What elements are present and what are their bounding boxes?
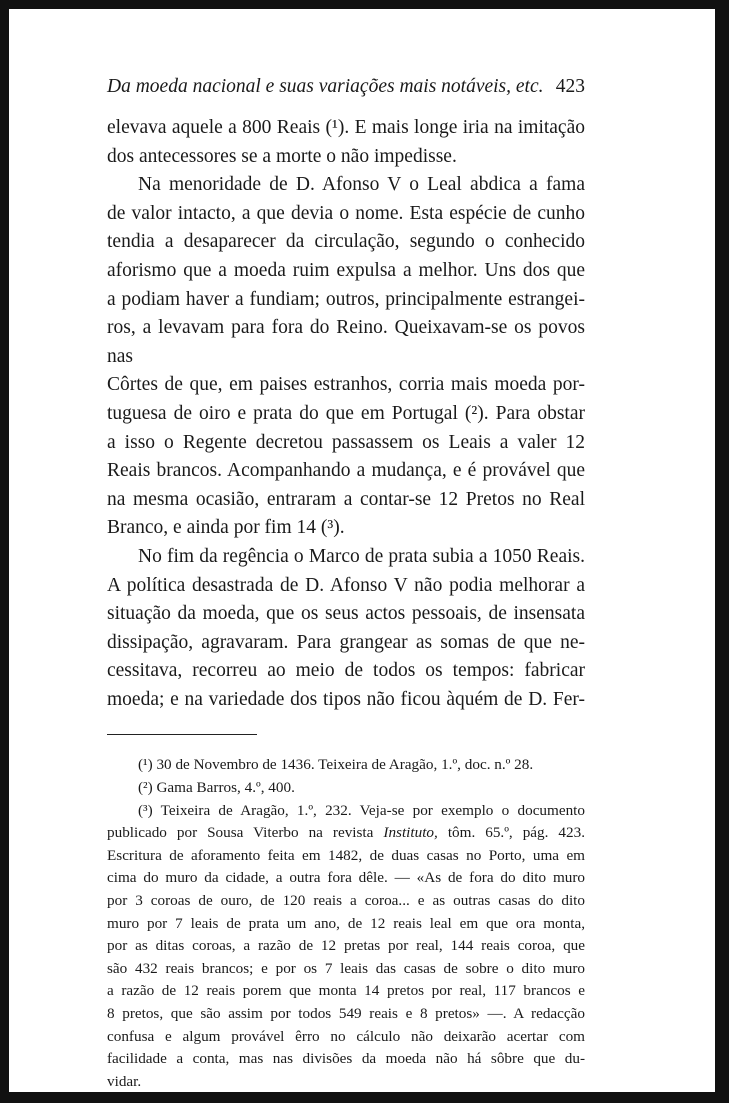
text-line: dissipação, agravaram. Para grangear as somas de que ne- bbox=[107, 631, 585, 653]
footnote-3-line: muro por 7 leais de prata um ano, de 12 reais leal em que ora monta, bbox=[107, 914, 585, 932]
footnote-3-line: por 3 coroas de ouro, de 120 reais a coroa... e as outras casas do dito bbox=[107, 892, 585, 910]
footnote-1: (¹) 30 de Novembro de 1436. Teixeira de Aragão, 1.º, doc. n.º 28. bbox=[138, 756, 534, 774]
footnote-3-line: confusa e algum provável êrro no cálculo não deixarão acertar com bbox=[107, 1027, 585, 1045]
footnote-3-line: 8 pretos, que são assim por todos 549 reais e 8 pretos» —. A redacção bbox=[107, 1005, 585, 1022]
footnote-2: (²) Gama Barros, 4.º, 400. bbox=[138, 779, 295, 797]
text-line: a podiam haver a fundiam; outros, principalmente estrangei- bbox=[107, 288, 585, 310]
footnote-3-line: Escritura de aforamento feita em 1482, de duas casas no Porto, uma em bbox=[107, 846, 585, 864]
footnote-3-line: cima do muro da cidade, a outra fora dêle. — «As de fora do dito muro bbox=[107, 869, 585, 887]
footnote-3-line: por as ditas coroas, a razão de 12 pretas por real, 144 reais coroa, que bbox=[107, 937, 585, 955]
text-line: situação da moeda, que os seus actos pessoais, de insensata bbox=[107, 603, 585, 625]
journal-title: Instituto, bbox=[383, 824, 438, 842]
text-line: Reais brancos. Acompanhando a mudança, e é provável que bbox=[107, 460, 585, 482]
running-title: Da moeda nacional e suas variações mais notáveis, etc. bbox=[107, 76, 544, 97]
book-page bbox=[107, 74, 585, 1093]
footnote-text: tôm. 65.º, pág. 423. bbox=[437, 824, 586, 842]
footnote-3-line: (³) Teixeira de Aragão, 1.º, 232. Veja-se por exemplo o documento bbox=[138, 801, 585, 819]
text-line: A política desastrada de D. Afonso V não podia melhorar a bbox=[107, 574, 585, 596]
text-line: tuguesa de oiro e prata do que em Portugal (²). Para obstar bbox=[107, 402, 585, 424]
footnote-text: publicado por Sousa Viterbo na revista bbox=[107, 824, 384, 842]
footnote-3-line: vidar. bbox=[107, 1072, 142, 1090]
main-text bbox=[107, 114, 585, 714]
page-number: 423 bbox=[555, 76, 585, 97]
running-header bbox=[107, 74, 585, 114]
text-line: cessitava, recorreu ao meio de todos os tempos: fabricar bbox=[107, 660, 585, 682]
footnotes bbox=[107, 754, 585, 1093]
text-line: Côrtes de que, em paises estranhos, corria mais moeda por- bbox=[107, 374, 585, 396]
footnote-3-line: facilidade a conta, mas nas divisões da moeda não há sôbre que du- bbox=[107, 1050, 585, 1068]
text-line: Branco, e ainda por fim 14 (³). bbox=[107, 517, 345, 539]
text-line: aforismo que a moeda ruim expulsa a melhor. Uns dos que bbox=[107, 259, 585, 281]
footnote-separator bbox=[107, 734, 257, 735]
text-line: tendia a desaparecer da circulação, segundo o conhecido bbox=[107, 231, 585, 253]
text-line: elevava aquele a 800 Reais (¹). E mais longe iria na imitação bbox=[107, 117, 585, 138]
text-line: Na menoridade de D. Afonso V o Leal abdica a fama bbox=[138, 174, 585, 196]
text-line: a isso o Regente decretou passassem os Leais a valer 12 bbox=[107, 431, 585, 453]
text-line: moeda; e na variedade dos tipos não ficou àquém de D. Fer- bbox=[107, 688, 585, 710]
text-line: de valor intacto, a que devia o nome. Esta espécie de cunho bbox=[107, 202, 585, 224]
text-line: dos antecessores se a morte o não impedisse. bbox=[107, 145, 457, 167]
footnote-3-line: são 432 reais brancos; e por os 7 leais das casas de sobre o dito muro bbox=[107, 959, 585, 977]
text-line: na mesma ocasião, entraram a contar-se 12 Pretos no Real bbox=[107, 488, 585, 510]
text-line: ros, a levavam para fora do Reino. Queixavam-se os povos nas bbox=[107, 317, 585, 367]
footnote-3-line: a razão de 12 reais porem que monta 14 pretos por real, 117 brancos e bbox=[107, 982, 585, 1000]
text-line: No fim da regência o Marco de prata subia a 1050 Reais. bbox=[138, 545, 585, 567]
footnote-3-line bbox=[107, 822, 585, 845]
